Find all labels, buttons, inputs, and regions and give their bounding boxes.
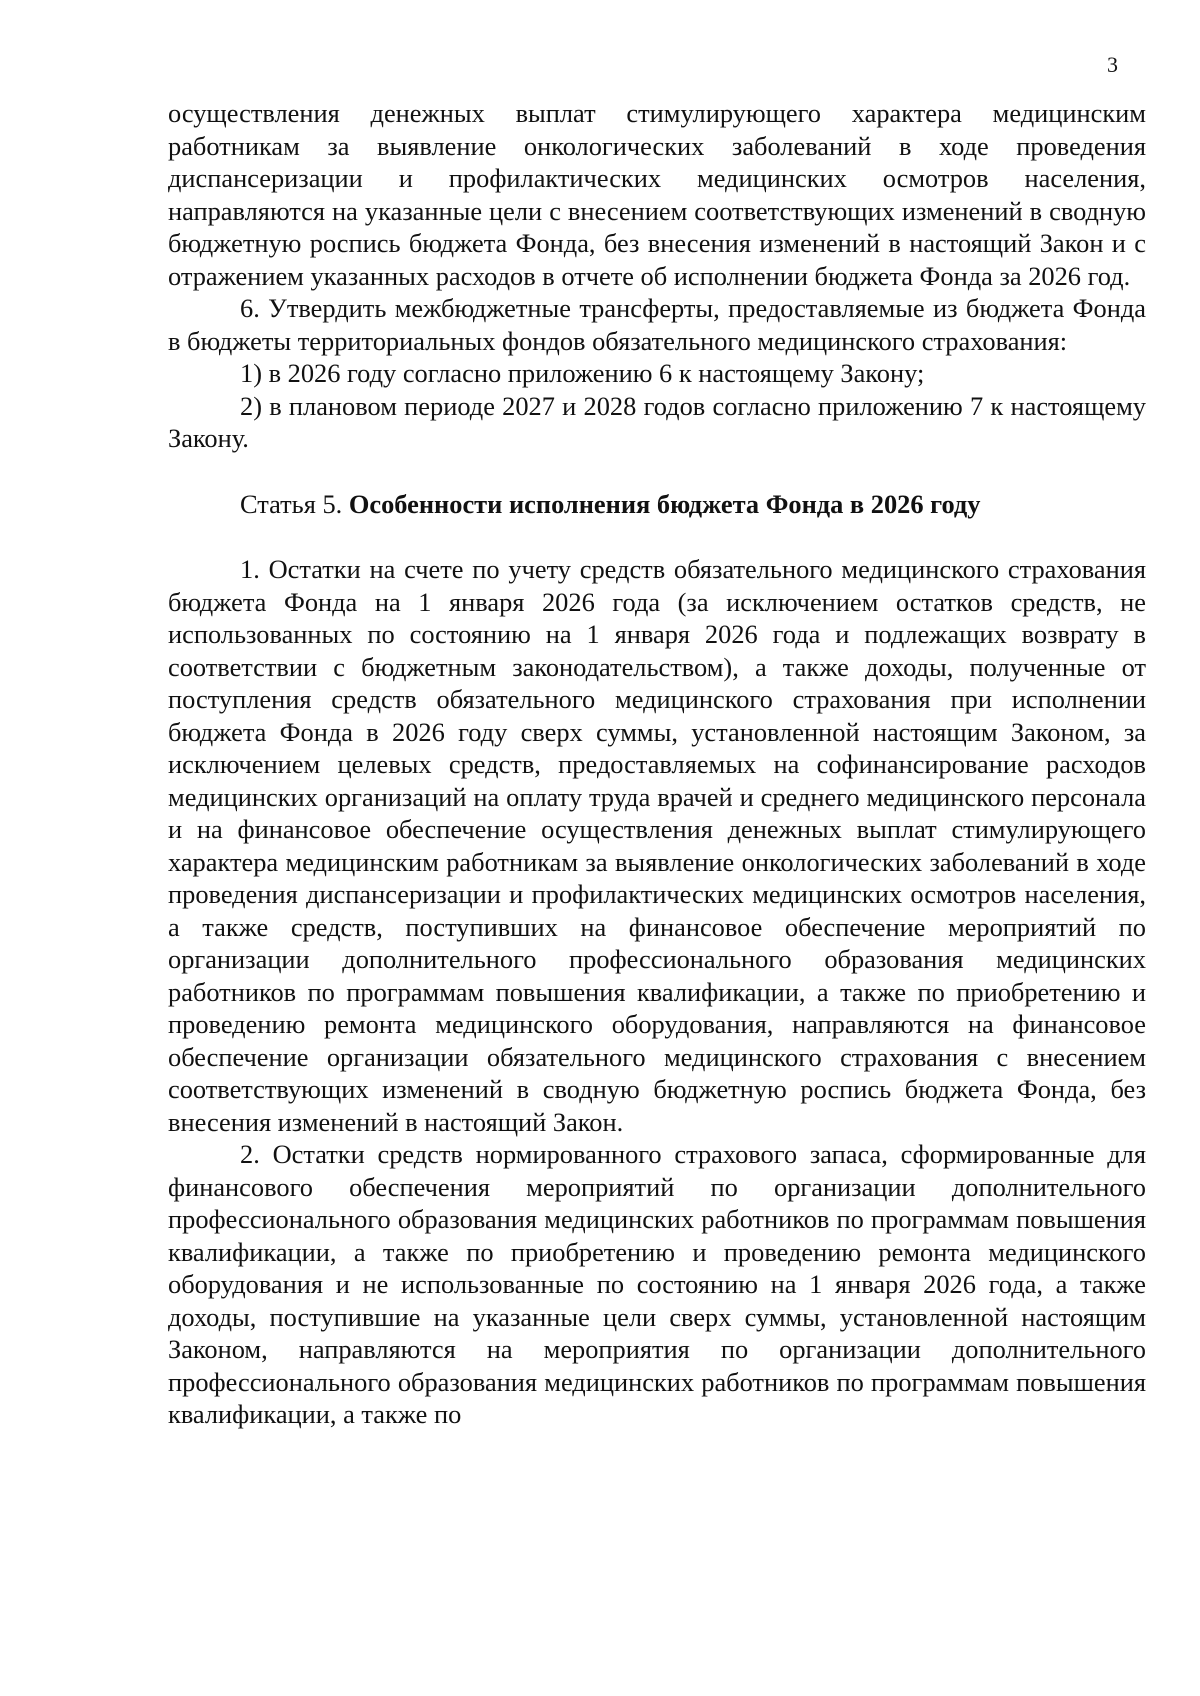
article-heading xyxy=(168,488,1146,521)
article-title: Особенности исполнения бюджета Фонда в 2026 году xyxy=(348,488,981,519)
paragraph-article-item-1: 1. Остатки на счете по учету средств обязательного медицинского страхования бюджета Фонда на 1 января 2026 года (за исключением остатков средств, не использованных по состоянию на 1 января 2026 года и подлежащих возврату в соответствии с бюджетным законодательством), а также доходы, полученные от поступления средств обязательного медицинского страхования при исполнении бюджета Фонда в 2026 году сверх суммы, установленной настоящим Законом, за исключением целевых средств, предоставляемых на софинансирование расходов медицинских организаций на оплату труда врачей и среднего медицинского персонала и на финансовое обеспечение осуществления денежных выплат стимулирующего характера медицинским работникам за выявление онкологических заболеваний в ходе проведения диспансеризации и профилактических медицинских осмотров населения, а также средств, поступивших на финансовое обеспечение мероприятий по организации дополнительного профессионального образования медицинских работников по программам повышения квалификации, а также по приобретению и проведению ремонта медицинского оборудования, направляются на финансовое обеспечение организации обязательного медицинского страхования с внесением соответствующих изменений в сводную бюджетную роспись бюджета Фонда, без внесения изменений в настоящий Закон. xyxy=(168,554,1146,1137)
paragraph-article-item-2: 2. Остатки средств нормированного страхового запаса, сформированные для финансового обеспечения мероприятий по организации дополнительного профессионального образования медицинских работников по программам повышения квалификации, а также по приобретению и проведению ремонта медицинского оборудования и не использованные по состоянию на 1 января 2026 года, а также доходы, поступившие на указанные цели сверх суммы, установленной настоящим Законом, направляются на мероприятия по организации дополнительного профессионального образования медицинских работников по программам повышения квалификации, а также по xyxy=(168,1139,1146,1429)
document-body xyxy=(168,97,1146,1431)
paragraph-item-6: 6. Утвердить межбюджетные трансферты, предоставляемые из бюджета Фонда в бюджеты территориальных фондов обязательного медицинского страхования: xyxy=(168,293,1146,356)
page-number: 3 xyxy=(1107,52,1118,77)
paragraph-subitem-2: 2) в плановом периоде 2027 и 2028 годов согласно приложению 7 к настоящему Закону. xyxy=(168,390,1146,453)
article-label: Статья 5. xyxy=(240,488,343,519)
paragraph-continuation: осуществления денежных выплат стимулирующего характера медицинским работникам за выявление онкологических заболеваний в ходе проведения диспансеризации и профилактических медицинских осмотров населения, направляются на указанные цели с внесением соответствующих изменений в сводную бюджетную роспись бюджета Фонда, без внесения изменений в настоящий Закон и с отражением указанных расходов в отчете об исполнении бюджета Фонда за 2026 год. xyxy=(168,98,1146,291)
paragraph-subitem-1: 1) в 2026 году согласно приложению 6 к настоящему Закону; xyxy=(240,358,925,388)
